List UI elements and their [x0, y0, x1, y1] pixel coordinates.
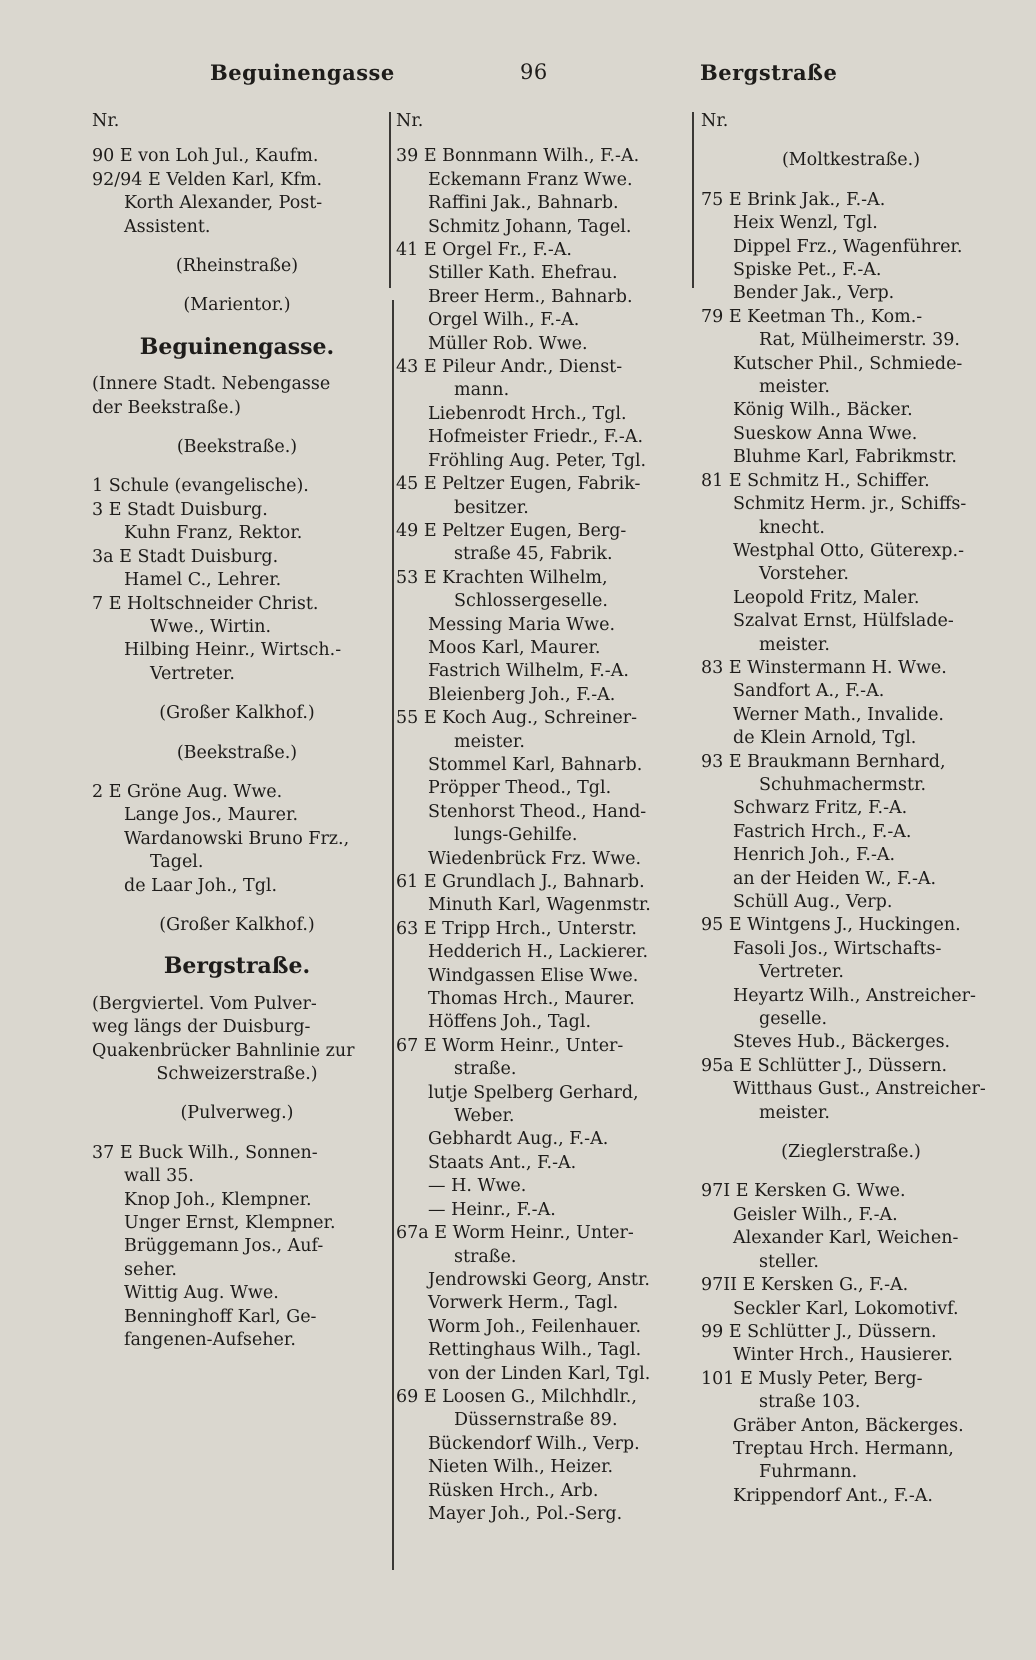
street-description: (Bergviertel. Vom Pulver- [92, 993, 317, 1014]
entry-line: Raffini Jak., Bahnarb. [428, 193, 619, 214]
entry-line: wall 35. [124, 1166, 194, 1187]
entry-line: Geisler Wilh., F.-A. [733, 1204, 898, 1225]
entry-line: Müller Rob. Wwe. [428, 333, 588, 354]
entry-line: Schüll Aug., Verp. [733, 892, 893, 912]
entry-line: besitzer. [454, 497, 529, 518]
entry-line: Vertreter. [759, 962, 844, 983]
entry-line: Hamel C., Lehrer. [124, 570, 282, 591]
entry-line: Stenhorst Theod., Hand- [428, 801, 647, 822]
entry-line: Witthaus Gust., Anstreicher- [733, 1079, 986, 1100]
entry-line: Schmitz Herm. jr., Schiffs- [733, 494, 967, 515]
entry-line: straße 45, Fabrik. [454, 544, 613, 565]
entry-line: Benninghoff Karl, Ge- [124, 1306, 317, 1327]
entry-line: Rettinghaus Wilh., Tagl. [428, 1340, 642, 1361]
entry-line: Kutscher Phil., Schmiede- [733, 353, 963, 374]
entry-line: 39 E Bonnmann Wilh., F.-A. [396, 146, 640, 167]
cross-street: (Beekstraße.) [176, 742, 298, 763]
entry-line: straße. [454, 1246, 517, 1267]
entry-line: Wardanowski Bruno Frz., [124, 828, 350, 849]
entry-line: Weber. [454, 1106, 515, 1127]
entry-line: Szalvat Ernst, Hülfslade- [733, 611, 954, 632]
entry-line: Fastrich Wilhelm, F.-A. [428, 661, 629, 682]
entry-line: Eckemann Franz Wwe. [428, 169, 633, 190]
entry-line: Bluhme Karl, Fabrikmstr. [733, 447, 957, 468]
entry-line: Henrich Joh., F.-A. [733, 845, 896, 866]
entry-line: 67 E Worm Heinr., Unter- [396, 1035, 624, 1056]
entry-line: Westphal Otto, Güterexp.- [733, 540, 964, 561]
entry-line: Knop Joh., Klempner. [124, 1189, 312, 1210]
entry-line: 97I E Kersken G. Wwe. [701, 1181, 906, 1202]
entry-line: Moos Karl, Maurer. [428, 637, 601, 658]
entry-line: Bückendorf Wilh., Verp. [428, 1433, 640, 1454]
entry-line: 81 E Schmitz H., Schiffer. [701, 470, 930, 491]
entry-line: Hedderich H., Lackierer. [428, 942, 649, 963]
entry-line: meister. [454, 731, 525, 752]
entry-line: Schlossergeselle. [454, 591, 608, 612]
entry-line: 97II E Kersken G., F.-A. [701, 1275, 909, 1296]
entry-line: Mayer Joh., Pol.-Serg. [428, 1503, 623, 1524]
entry-line: de Klein Arnold, Tgl. [733, 728, 917, 749]
entry-line: lungs-Gehilfe. [454, 825, 578, 846]
cross-street: (Pulverweg.) [180, 1103, 294, 1124]
column-2 [396, 110, 686, 1526]
column-divider [392, 300, 394, 1570]
column-heading-nr: Nr. [92, 111, 120, 131]
entry-line: Fasoli Jos., Wirtschafts- [733, 938, 942, 959]
entry-line: Schmitz Johann, Tagel. [428, 216, 632, 237]
column-3 [701, 110, 1001, 1508]
entry-line: Liebenrodt Hrch., Tgl. [428, 403, 627, 424]
entry-line: Wwe., Wirtin. [150, 616, 272, 637]
entry-line: 79 E Keetman Th., Kom.- [701, 306, 923, 327]
entry-line: Vorsteher. [759, 564, 849, 585]
entry-line: Heix Wenzl, Tgl. [733, 213, 878, 234]
entry-line: Hilbing Heinr., Wirtsch.- [124, 640, 342, 661]
column-divider [692, 112, 694, 288]
cross-street: (Rheinstraße) [175, 256, 299, 277]
entry-line: 99 E Schlütter J., Düssern. [701, 1321, 937, 1342]
entry-line: 83 E Winstermann H. Wwe. [701, 657, 947, 678]
cross-street: (Marientor.) [183, 295, 291, 316]
entry-line: 49 E Peltzer Eugen, Berg- [396, 520, 627, 541]
entry-line: Spiske Pet., F.-A. [733, 260, 882, 281]
entry-line: Fröhling Aug. Peter, Tgl. [428, 450, 647, 471]
column-1 [92, 110, 382, 1352]
entry-line: Schuhmachermstr. [759, 774, 927, 795]
entry-line: Winter Hrch., Hausierer. [733, 1345, 953, 1366]
entry-line: 55 E Koch Aug., Schreiner- [396, 708, 638, 729]
entry-line: Korth Alexander, Post- [124, 193, 323, 214]
entry-line: Seckler Karl, Lokomotivf. [733, 1298, 959, 1319]
entry-line: Windgassen Elise Wwe. [428, 965, 639, 986]
page-number: 96 [520, 60, 548, 84]
entry-line: Alexander Karl, Weichen- [733, 1228, 959, 1249]
entry-line: Kuhn Franz, Rektor. [124, 523, 303, 544]
cross-street: (Moltkestraße.) [781, 150, 921, 171]
entry-line: 1 Schule (evangelische). [92, 476, 309, 497]
entry-line: 3 E Stadt Duisburg. [92, 499, 268, 520]
entry-line: 95a E Schlütter J., Düssern. [701, 1055, 948, 1076]
entry-line: Krippendorf Ant., F.-A. [733, 1485, 933, 1506]
entry-line: Dippel Frz., Wagenführer. [733, 236, 963, 257]
entry-line: Orgel Wilh., F.-A. [428, 310, 580, 331]
column-heading-nr: Nr. [396, 111, 424, 131]
entry-line: meister. [759, 634, 830, 655]
entry-line: 67a E Worm Heinr., Unter- [396, 1223, 634, 1244]
street-description: weg längs der Duisburg- [92, 1017, 311, 1038]
cross-street: (Beekstraße.) [176, 437, 298, 458]
entry-line: 41 E Orgel Fr., F.-A. [396, 240, 572, 261]
entry-line: Gräber Anton, Bäckerges. [733, 1415, 964, 1436]
entry-line: Lange Jos., Maurer. [124, 805, 299, 826]
entry-line: Wittig Aug. Wwe. [124, 1283, 279, 1304]
entry-line: 45 E Peltzer Eugen, Fabrik- [396, 474, 641, 495]
entry-line: Hofmeister Friedr., F.-A. [428, 427, 644, 448]
entry-line: Unger Ernst, Klempner. [124, 1213, 336, 1234]
entry-line: 61 E Grundlach J., Bahnarb. [396, 872, 645, 892]
entry-line: 43 E Pileur Andr., Dienst- [396, 357, 623, 378]
entry-line: Stommel Karl, Bahnarb. [428, 754, 643, 775]
entry-line: — H. Wwe. [428, 1176, 527, 1197]
entry-line: Worm Joh., Feilenhauer. [428, 1316, 642, 1337]
entry-line: Steves Hub., Bäckerges. [733, 1032, 951, 1053]
entry-line: mann. [454, 380, 510, 401]
column-heading-nr: Nr. [701, 111, 729, 131]
entry-line: Nieten Wilh., Heizer. [428, 1457, 614, 1478]
street-description: (Innere Stadt. Nebengasse [92, 374, 331, 395]
entry-line: Düssernstraße 89. [454, 1410, 618, 1431]
entry-line: meister. [759, 377, 830, 398]
entry-line: 63 E Tripp Hrch., Unterstr. [396, 918, 637, 939]
entry-line: fangenen-Aufseher. [124, 1330, 296, 1351]
entry-line: 37 E Buck Wilh., Sonnen- [92, 1142, 318, 1163]
header-left-street: Beguinengasse [210, 60, 395, 85]
entry-line: Heyartz Wilh., Anstreicher- [733, 985, 976, 1006]
entry-line: 75 E Brink Jak., F.-A. [701, 189, 886, 210]
entry-line: 69 E Loosen G., Milchhdlr., [396, 1386, 637, 1407]
entry-line: Gebhardt Aug., F.-A. [428, 1129, 609, 1150]
cross-street: (Großer Kalkhof.) [159, 703, 315, 724]
entry-line: Werner Math., Invalide. [733, 704, 944, 725]
column-divider [389, 112, 391, 288]
entry-line: Vertreter. [150, 663, 235, 684]
entry-line: — Heinr., F.-A. [428, 1199, 556, 1220]
entry-line: meister. [759, 1102, 830, 1123]
entry-line: an der Heiden W., F.-A. [733, 868, 937, 889]
entry-line: straße 103. [759, 1392, 861, 1413]
entry-line: Bleienberg Joh., F.-A. [428, 684, 616, 705]
entry-line: Tagel. [150, 852, 204, 873]
street-description: Schweizerstraße.) [156, 1064, 318, 1084]
street-description: der Beekstraße.) [92, 397, 241, 418]
header-right-street: Bergstraße [700, 60, 838, 85]
entry-line: geselle. [759, 1009, 828, 1030]
entry-line: 2 E Gröne Aug. Wwe. [92, 781, 283, 802]
entry-line: Breer Herm., Bahnarb. [428, 286, 633, 307]
entry-line: steller. [759, 1251, 819, 1272]
entry-line: 95 E Wintgens J., Huckingen. [701, 915, 961, 936]
entry-line: 101 E Musly Peter, Berg- [701, 1368, 923, 1389]
entry-line: 7 E Holtschneider Christ. [92, 593, 319, 614]
entry-line: Messing Maria Wwe. [428, 614, 616, 635]
entry-line: Wiedenbrück Frz. Wwe. [428, 848, 642, 869]
entry-line: Rüsken Hrch., Arb. [428, 1480, 599, 1501]
entry-line: seher. [124, 1259, 177, 1280]
street-title: Beguinengasse. [139, 333, 335, 360]
entry-line: Höffens Joh., Tagl. [428, 1012, 592, 1033]
street-title: Bergstraße. [163, 953, 311, 980]
entry-line: 3a E Stadt Duisburg. [92, 546, 279, 567]
entry-line: Brüggemann Jos., Auf- [124, 1236, 324, 1257]
entry-line: Leopold Fritz, Maler. [733, 587, 920, 608]
entry-line: Fastrich Hrch., F.-A. [733, 821, 912, 842]
cross-street: (Zieglerstraße.) [781, 1142, 921, 1163]
entry-line: Sueskow Anna Wwe. [733, 423, 918, 444]
entry-line: Jendrowski Georg, Anstr. [428, 1269, 650, 1290]
entry-line: 90 E von Loh Jul., Kaufm. [92, 146, 319, 167]
entry-line: de Laar Joh., Tgl. [124, 875, 278, 896]
entry-line: Vorwerk Herm., Tagl. [428, 1293, 619, 1314]
entry-line: knecht. [759, 517, 825, 538]
entry-line: straße. [454, 1059, 517, 1080]
entry-line: 53 E Krachten Wilhelm, [396, 567, 608, 588]
entry-line: Stiller Kath. Ehefrau. [428, 263, 618, 284]
entry-line: lutje Spelberg Gerhard, [428, 1082, 639, 1103]
entry-line: Rat, Mülheimerstr. 39. [759, 330, 960, 351]
cross-street: (Großer Kalkhof.) [159, 914, 315, 935]
entry-line: Treptau Hrch. Hermann, [733, 1438, 954, 1459]
entry-line: Schwarz Fritz, F.-A. [733, 798, 908, 819]
entry-line: Sandfort A., F.-A. [733, 681, 885, 702]
entry-line: Assistent. [124, 216, 211, 237]
entry-line: Minuth Karl, Wagenmstr. [428, 895, 651, 916]
entry-line: Pröpper Theod., Tgl. [428, 778, 612, 799]
street-description: Quakenbrücker Bahnlinie zur [92, 1040, 355, 1061]
entry-line: Thomas Hrch., Maurer. [428, 989, 635, 1010]
entry-line: 93 E Braukmann Bernhard, [701, 751, 946, 772]
entry-line: 92/94 E Velden Karl, Kfm. [92, 169, 323, 190]
entry-line: Staats Ant., F.-A. [428, 1152, 577, 1173]
entry-line: Fuhrmann. [759, 1462, 858, 1483]
entry-line: Bender Jak., Verp. [733, 283, 895, 304]
entry-line: von der Linden Karl, Tgl. [428, 1363, 651, 1384]
entry-line: König Wilh., Bäcker. [733, 400, 913, 421]
